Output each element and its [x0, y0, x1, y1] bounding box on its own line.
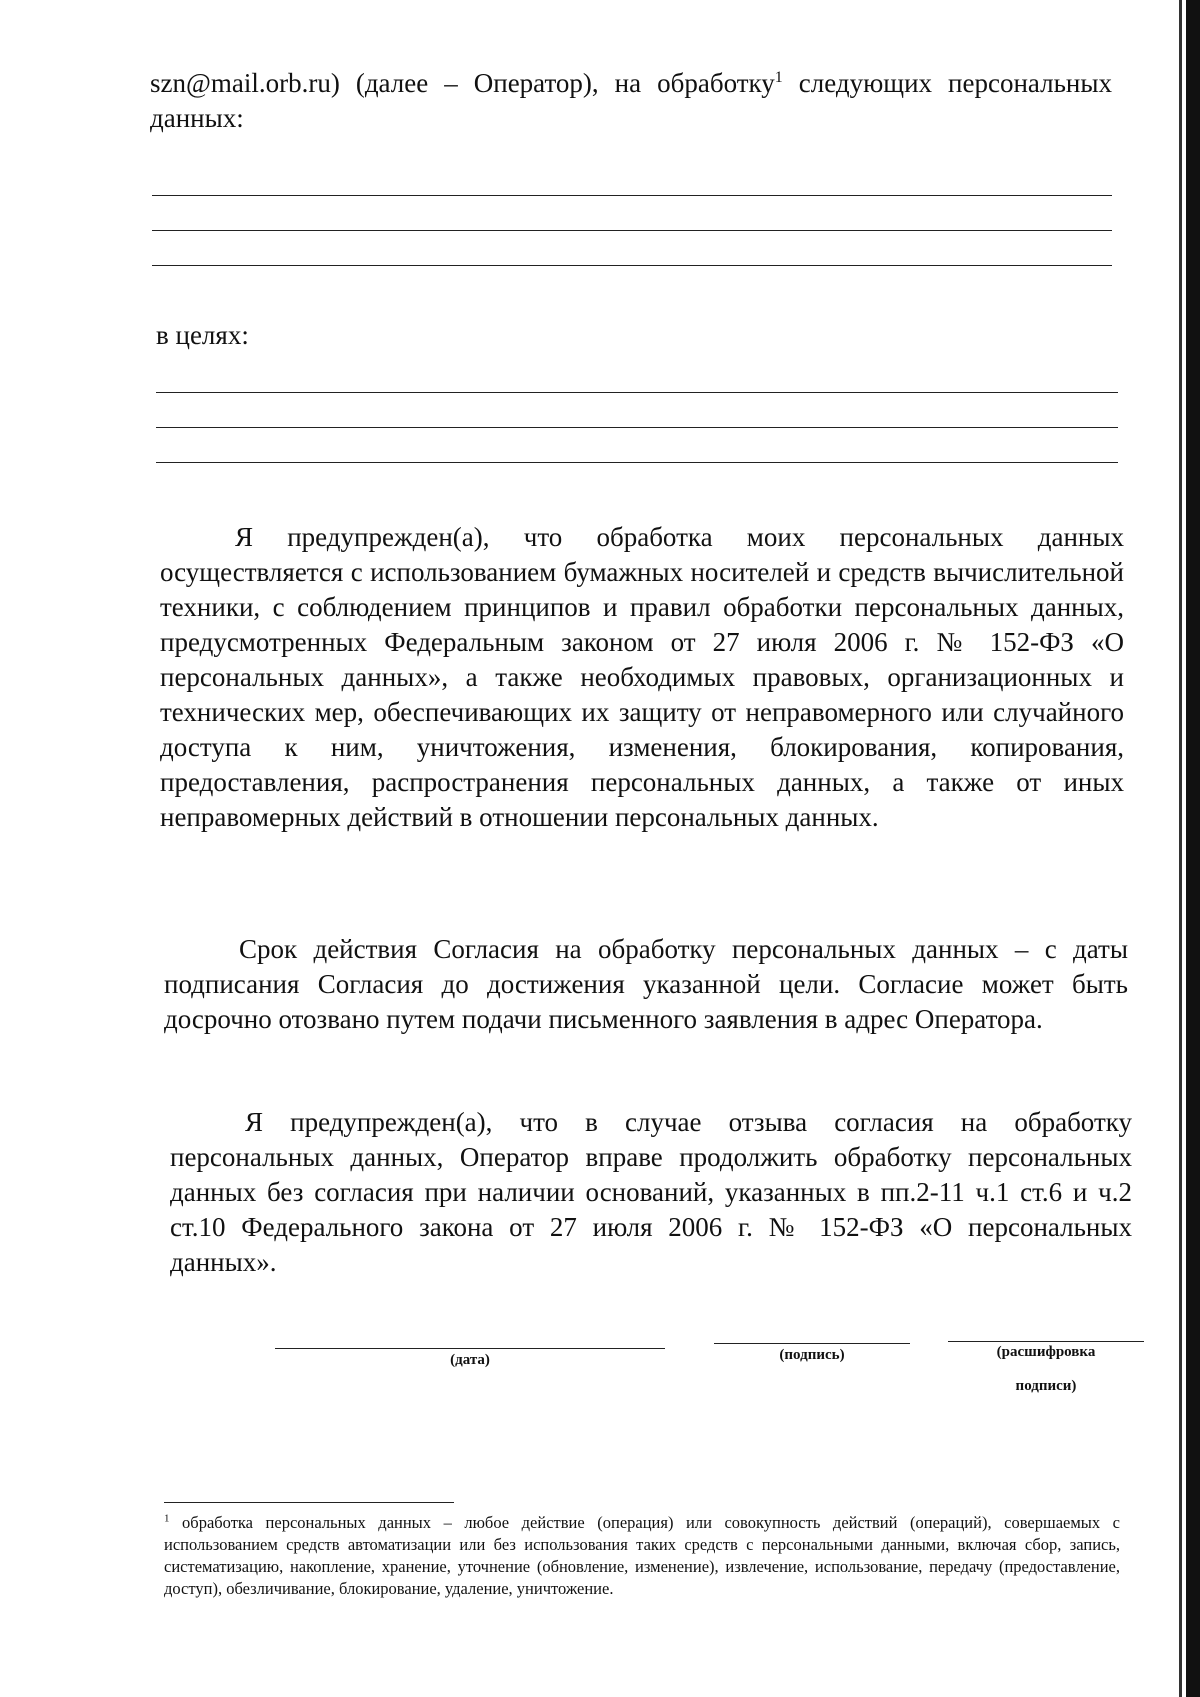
date-caption: (дата) — [450, 1352, 490, 1368]
purpose-blank-line-2[interactable] — [156, 427, 1118, 428]
footnote-separator — [164, 1502, 454, 1503]
data-blank-line-1[interactable] — [152, 195, 1112, 196]
intro-text — [150, 66, 1112, 136]
date-line[interactable] — [275, 1348, 665, 1349]
paragraph-withdrawal-warning: Я предупрежден(а), что в случае отзыва согласия на обработку персональных данных, Оператор вправе продолжить обработку персональных данных без согласия при наличии оснований, указанных в пп.2-11 ч.1 ст.6 и ч.2 ст.10 Федерального закона от 27 июля 2006 г. № 152-ФЗ «О персональных данных». — [170, 1107, 1132, 1277]
intro-text-after: следующих персональных данных: — [150, 68, 1112, 133]
purpose-label: в целях: — [156, 320, 249, 350]
scan-edge-line — [1179, 0, 1182, 1697]
decoding-line[interactable] — [948, 1341, 1144, 1342]
data-blank-line-3[interactable] — [152, 265, 1112, 266]
decoding-caption-line2: подписи) — [1015, 1378, 1077, 1394]
decoding-caption-line1: (расшифровка — [996, 1344, 1096, 1360]
paragraph-validity-period: Срок действия Согласия на обработку персональных данных – с даты подписания Согласия до достижения указанной цели. Согласие может быть досрочно отозвано путем подачи письменного заявления в адрес Оператора. — [164, 934, 1128, 1034]
footnote-reference: 1 — [774, 69, 783, 86]
footnote-mark: 1 — [164, 1512, 170, 1525]
signature-line[interactable] — [714, 1343, 910, 1344]
data-blank-line-2[interactable] — [152, 230, 1112, 231]
footnote — [164, 1512, 1120, 1600]
footnote-text: обработка персональных данных – любое действие (операция) или совокупность действий (операций), совершаемых с использованием средств автоматизации или без использования таких средств с персональными данными, включая сбор, запись, систематизацию, накопление, хранение, уточнение (обновление, изменение), извлечение, использование, передачу (предоставление, доступ), обезличивание, блокирование, удаление, уничтожение. — [164, 1513, 1120, 1598]
purpose-blank-line-1[interactable] — [156, 392, 1118, 393]
paragraph-processing-warning: Я предупрежден(а), что обработка моих персональных данных осуществляется с использованием бумажных носителей и средств вычислительной техники, с соблюдением принципов и правил обработки персональных данных, предусмотренных Федеральным законом от 27 июля 2006 г. № 152-ФЗ «О персональных данных», а также необходимых правовых, организационных и технических мер, обеспечивающих их защиту от неправомерного или случайного доступа к ним, уничтожения, изменения, блокирования, копирования, предоставления, распространения персональных данных, а также от иных неправомерных действий в отношении персональных данных. — [160, 522, 1124, 832]
intro-text-before: szn@mail.orb.ru) (далее – Оператор), на обработку — [150, 68, 775, 98]
signature-caption: (подпись) — [779, 1347, 845, 1363]
scan-edge-shadow — [1186, 0, 1200, 1697]
purpose-blank-line-3[interactable] — [156, 462, 1118, 463]
